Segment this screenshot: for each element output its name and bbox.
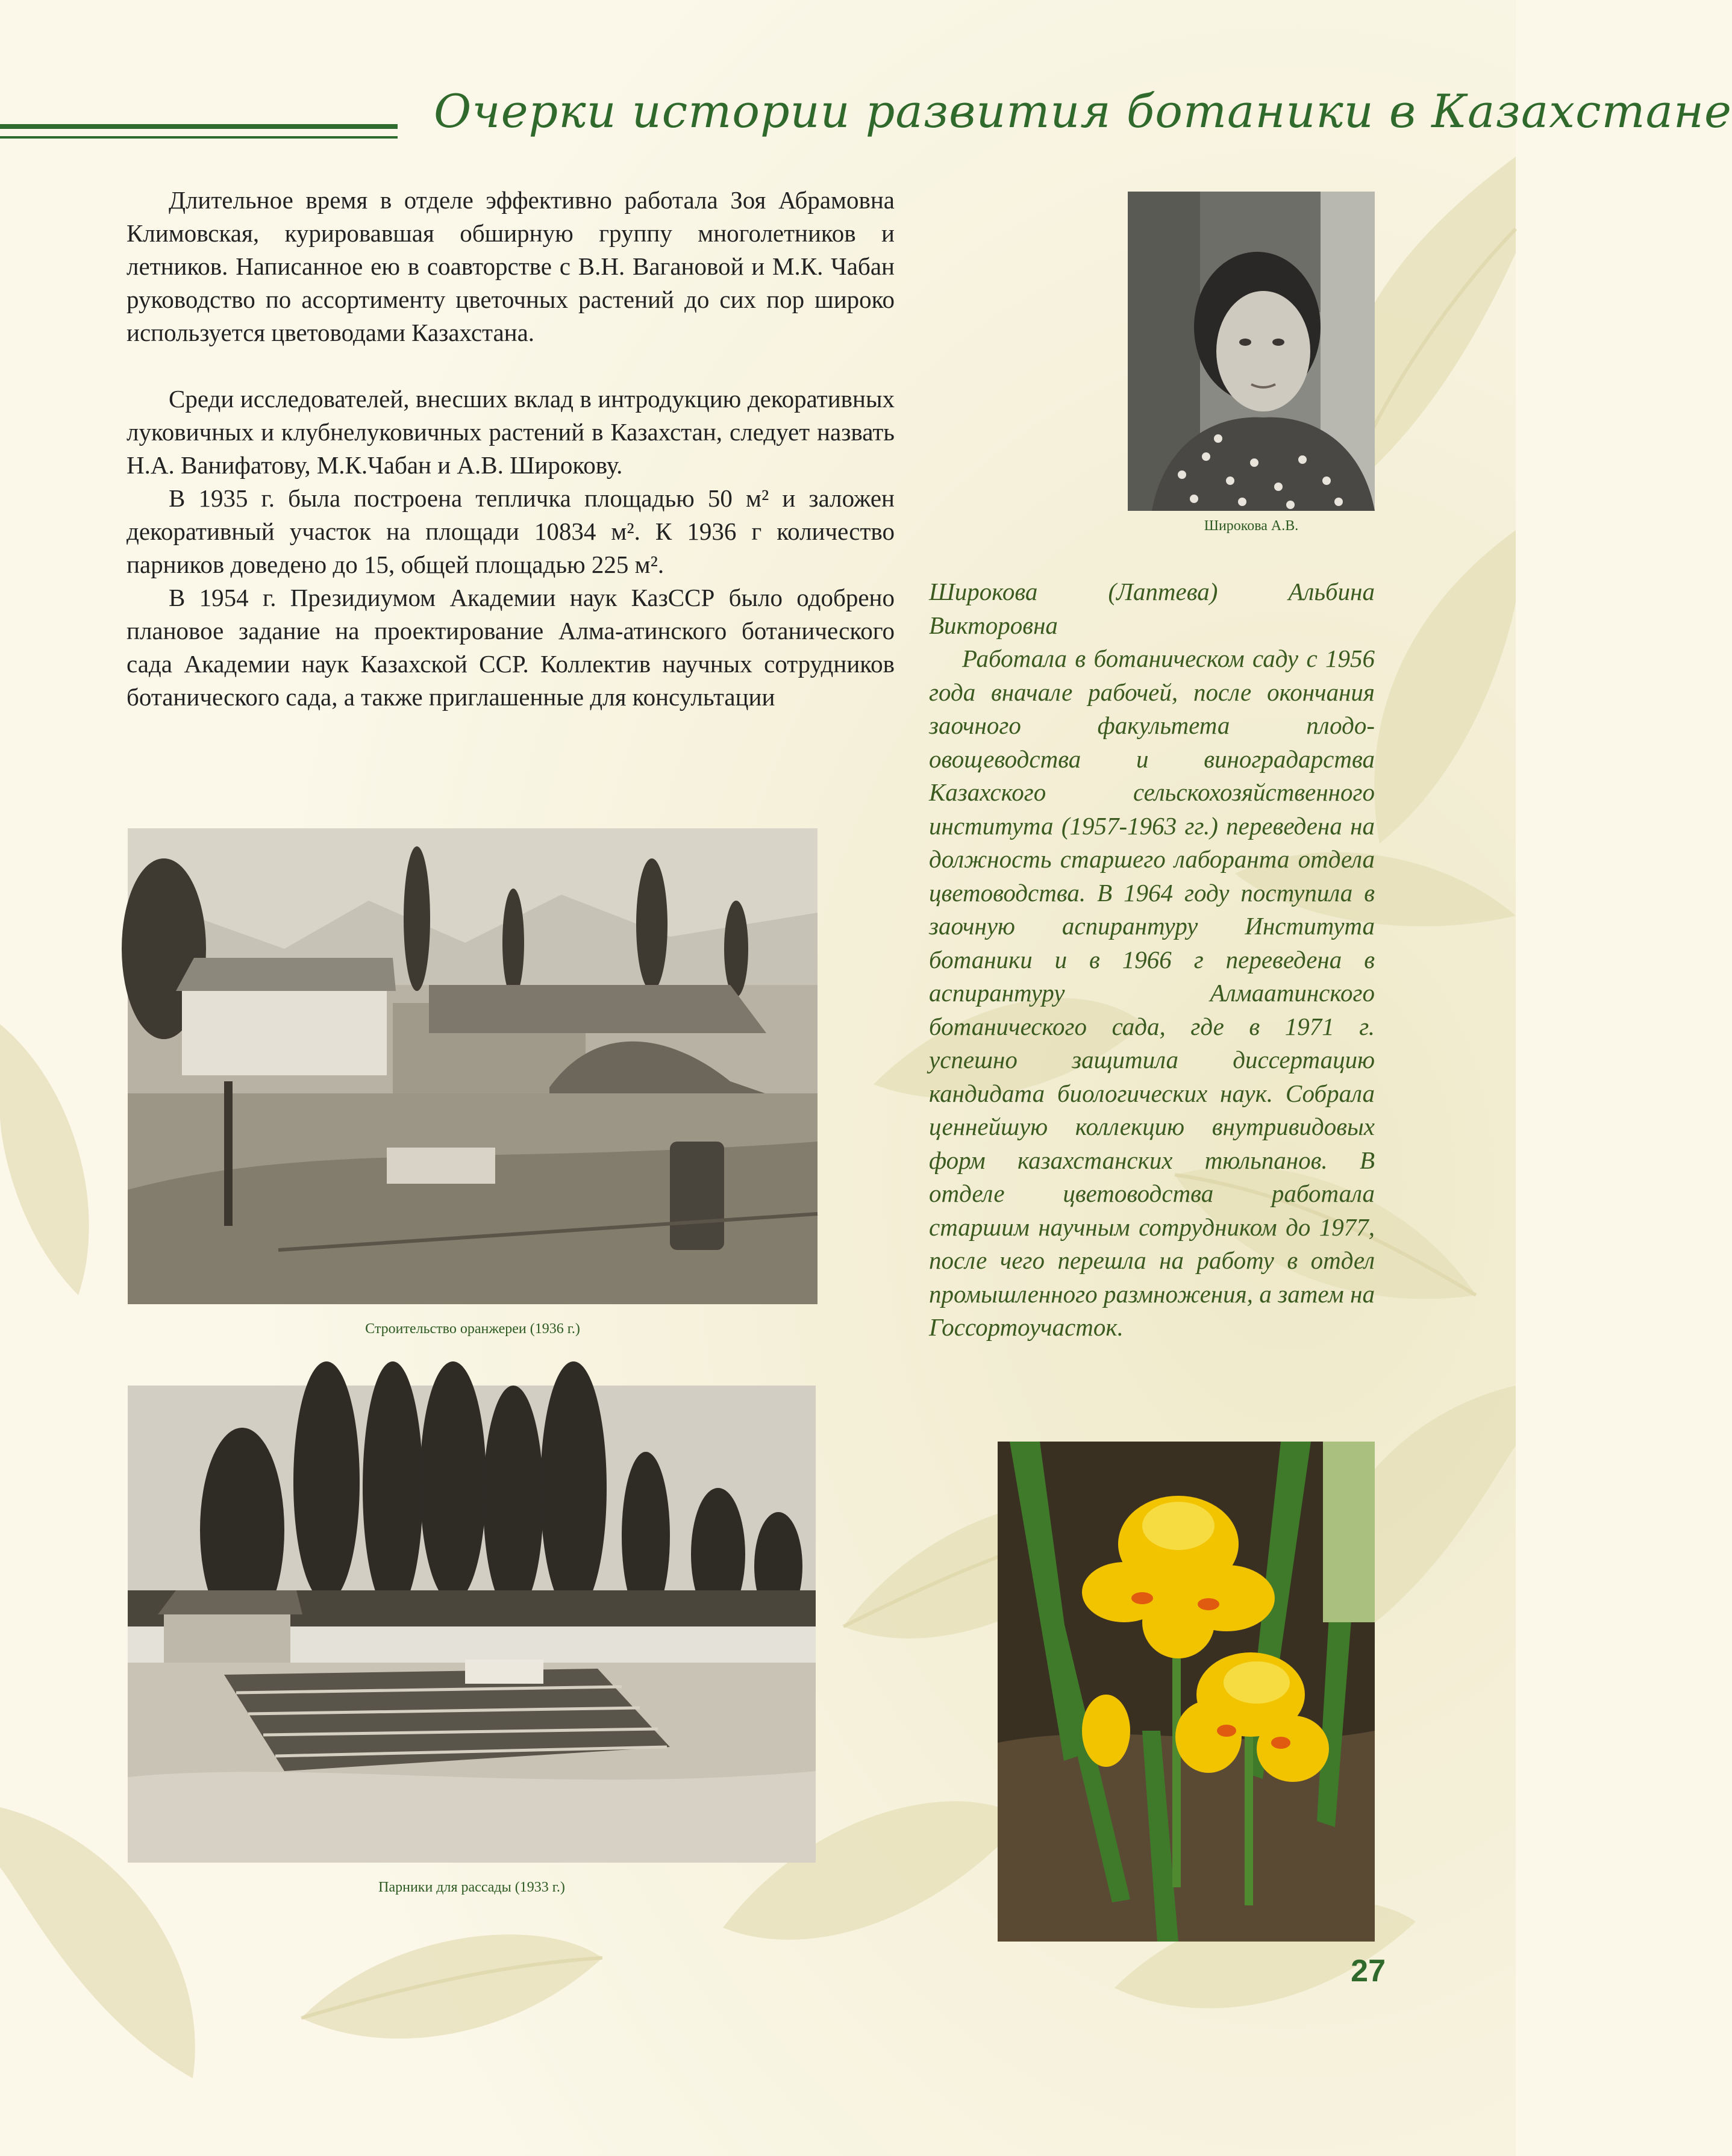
paragraph: В 1954 г. Президиумом Академии наук КазССР было одобрено плановое задание на проектирование Алма-атинского ботанического сада Академии наук Казахской ССР. Коллектив научных сотрудников ботанического сада, а также приглашенные для консультации [127, 584, 895, 711]
biography-name-line2: Викторовна [929, 611, 1058, 639]
iris-flower-photo [998, 1442, 1375, 1942]
header-rule-thin [0, 136, 398, 139]
biography-name-line1: Широкова (Лаптева) Альбина [929, 578, 1375, 605]
main-body-text [127, 184, 895, 714]
greenhouse-construction-photo [128, 828, 818, 1304]
paragraph: Длительное время в отделе эффективно работала Зоя Абрамовна Климовская, курировавшая обширную группу многолетников и летников. Написанное ею в соавторстве с В.Н. Вагановой и М.К. Чабан руководство по ассортименту цветочных растений до сих пор широко используется цветоводами Казахстана. [127, 186, 895, 346]
running-header-title: Очерки истории развития ботаники в Казахстане [434, 84, 1732, 138]
biography-paragraph: Работала в ботаническом саду с 1956 года вначале рабочей, после окончания заочного факультета плодо-овощеводства и виноградарства Казахского сельскохозяйственного института (1957-1963 гг.) переведена на должность старшего лаборанта отдела цветоводства. В 1964 году поступила в заочную аспирантуру Института ботаники и в 1966 г переведена в аспирантуру Алмаатинского ботанического сада, где в 1971 г. успешно защитила диссертацию кандидата биологических наук. Собрала ценнейшую коллекцию внутривидовых форм казахстанских тюльпанов. В отделе цветоводства работала старшим научным сотрудником до 1977, после чего перешла на работу в отдел промышленного размножения, а затем на Госсортоучасток. [929, 645, 1375, 1341]
portrait-caption: Широкова А.В. [1204, 518, 1299, 534]
seedbeds-photo-caption: Парники для рассады (1933 г.) [378, 1879, 565, 1895]
paragraph: Среди исследователей, внесших вклад в интродукцию декоративных луковичных и клубнелуковичных растений в Казахстан, следует назвать Н.А. Ванифатову, М.К.Чабан и А.В. Широкову. [127, 385, 895, 479]
greenhouse-photo-caption: Строительство оранжереи (1936 г.) [365, 1321, 580, 1337]
portrait-photo [1128, 192, 1375, 511]
biography-text [929, 575, 1375, 1345]
paragraph: В 1935 г. была построена тепличка площадью 50 м² и заложен декоративный участок на площади 10834 м². К 1936 г количество парников доведено до 15, общей площадью 225 м². [127, 484, 895, 578]
seedbeds-photo [128, 1386, 816, 1863]
page-number: 27 [1351, 1954, 1386, 1989]
header-rule-thick [0, 124, 398, 129]
